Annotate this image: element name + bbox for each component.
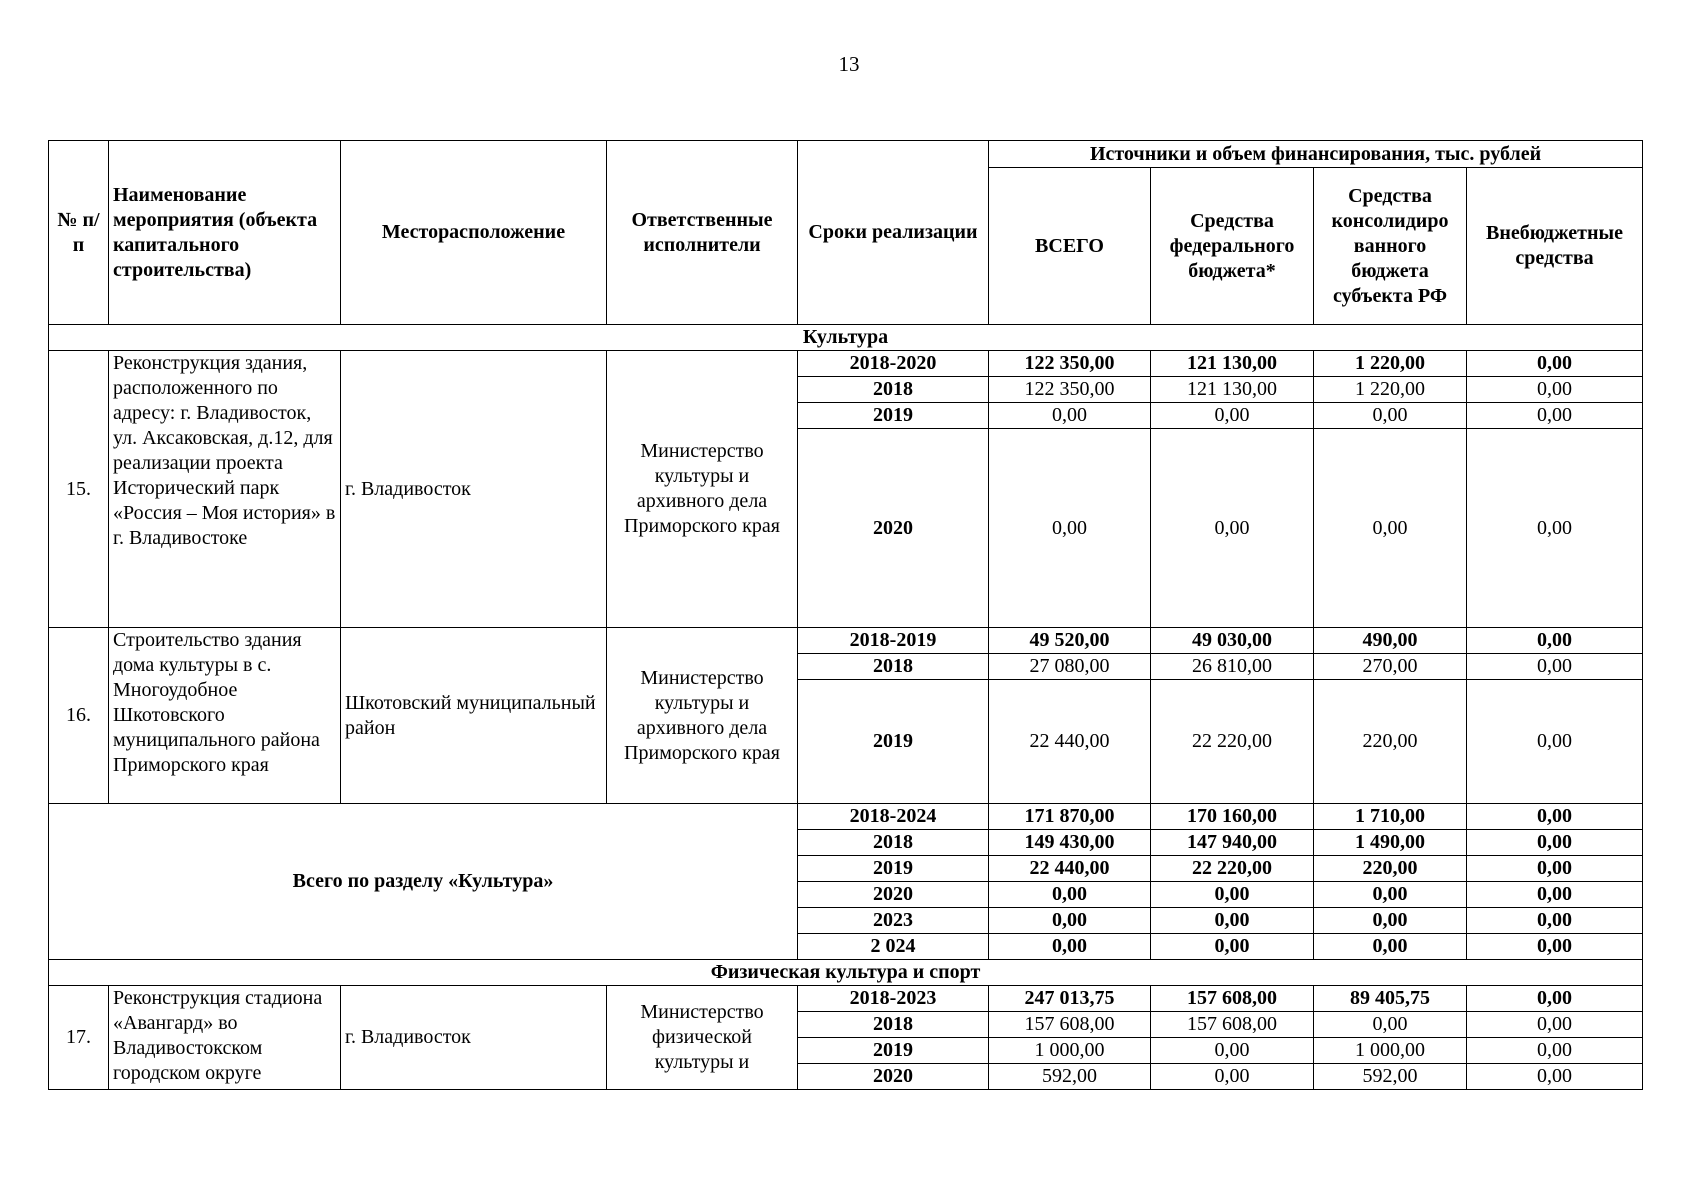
header-funding-group: Источники и объем финансирования, тыс. рублей xyxy=(989,141,1643,168)
header-period: Сроки реализации xyxy=(798,141,989,325)
cell-total: 0,00 xyxy=(989,403,1151,429)
item-location: г. Владивосток xyxy=(341,986,607,1090)
item-name: Реконструкция здания, расположенного по адресу: г. Владивосток, ул. Аксаковская, д.12, для реализации проекта Исторический парк «Россия – Моя история» в г. Владивостоке xyxy=(109,351,341,628)
section-title-sport: Физическая культура и спорт xyxy=(49,960,1643,986)
cell-federal: 121 130,00 xyxy=(1151,351,1314,377)
cell-total: 0,00 xyxy=(989,908,1151,934)
cell-federal: 0,00 xyxy=(1151,429,1314,628)
cell-total: 0,00 xyxy=(989,934,1151,960)
cell-total: 1 000,00 xyxy=(989,1038,1151,1064)
cell-period: 2018-2019 xyxy=(798,628,989,654)
cell-period: 2 024 xyxy=(798,934,989,960)
cell-period: 2018 xyxy=(798,377,989,403)
cell-total: 0,00 xyxy=(989,429,1151,628)
cell-total: 171 870,00 xyxy=(989,804,1151,830)
cell-regional: 592,00 xyxy=(1314,1064,1467,1090)
cell-period: 2019 xyxy=(798,856,989,882)
header-regional: Средства консолидиро ванного бюджета субъекта РФ xyxy=(1314,168,1467,325)
cell-regional: 1 000,00 xyxy=(1314,1038,1467,1064)
table-row xyxy=(49,628,1643,654)
page-number: 13 xyxy=(838,52,860,76)
cell-regional: 220,00 xyxy=(1314,680,1467,804)
cell-extra: 0,00 xyxy=(1467,1038,1643,1064)
cell-federal: 22 220,00 xyxy=(1151,856,1314,882)
header-federal: Средства федерального бюджета* xyxy=(1151,168,1314,325)
cell-extra: 0,00 xyxy=(1467,804,1643,830)
item-name: Строительство здания дома культуры в с. Многоудобное Шкотовского муниципального района Приморского края xyxy=(109,628,341,804)
cell-total: 22 440,00 xyxy=(989,856,1151,882)
item-name: Реконструкция стадиона «Авангард» во Владивостокском городском округе xyxy=(109,986,341,1090)
cell-total: 149 430,00 xyxy=(989,830,1151,856)
culture-total-label: Всего по разделу «Культура» xyxy=(49,804,798,960)
cell-federal: 0,00 xyxy=(1151,1064,1314,1090)
cell-regional: 0,00 xyxy=(1314,403,1467,429)
cell-total: 22 440,00 xyxy=(989,680,1151,804)
cell-regional: 0,00 xyxy=(1314,934,1467,960)
header-extra: Внебюджетные средства xyxy=(1467,168,1643,325)
cell-regional: 1 710,00 xyxy=(1314,804,1467,830)
cell-regional: 0,00 xyxy=(1314,429,1467,628)
table-row xyxy=(49,986,1643,1012)
cell-extra: 0,00 xyxy=(1467,680,1643,804)
cell-period: 2018 xyxy=(798,830,989,856)
cell-extra: 0,00 xyxy=(1467,908,1643,934)
header-row-1 xyxy=(49,141,1643,168)
cell-period: 2018-2020 xyxy=(798,351,989,377)
item-location: Шкотовский муниципальный район xyxy=(341,628,607,804)
section-title-culture: Культура xyxy=(49,325,1643,351)
cell-period: 2020 xyxy=(798,429,989,628)
cell-extra: 0,00 xyxy=(1467,377,1643,403)
header-location: Месторасположение xyxy=(341,141,607,325)
cell-federal: 26 810,00 xyxy=(1151,654,1314,680)
cell-period: 2018-2024 xyxy=(798,804,989,830)
cell-regional: 89 405,75 xyxy=(1314,986,1467,1012)
cell-extra: 0,00 xyxy=(1467,1012,1643,1038)
cell-total: 49 520,00 xyxy=(989,628,1151,654)
header-num: № п/п xyxy=(49,141,109,325)
cell-extra: 0,00 xyxy=(1467,403,1643,429)
cell-federal: 0,00 xyxy=(1151,908,1314,934)
cell-period: 2019 xyxy=(798,680,989,804)
cell-extra: 0,00 xyxy=(1467,1064,1643,1090)
item-number: 16. xyxy=(49,628,109,804)
cell-period: 2020 xyxy=(798,882,989,908)
cell-period: 2019 xyxy=(798,1038,989,1064)
table-row xyxy=(49,804,1643,830)
cell-total: 27 080,00 xyxy=(989,654,1151,680)
cell-total: 0,00 xyxy=(989,882,1151,908)
cell-federal: 0,00 xyxy=(1151,934,1314,960)
section-row-sport xyxy=(49,960,1643,986)
cell-extra: 0,00 xyxy=(1467,882,1643,908)
cell-regional: 1 220,00 xyxy=(1314,351,1467,377)
cell-regional: 0,00 xyxy=(1314,1012,1467,1038)
item-location: г. Владивосток xyxy=(341,351,607,628)
cell-regional: 0,00 xyxy=(1314,882,1467,908)
section-row-culture xyxy=(49,325,1643,351)
cell-extra: 0,00 xyxy=(1467,429,1643,628)
cell-period: 2018 xyxy=(798,1012,989,1038)
header-name: Наименование мероприятия (объекта капитального строительства) xyxy=(109,141,341,325)
header-total: ВСЕГО xyxy=(989,168,1151,325)
cell-federal: 147 940,00 xyxy=(1151,830,1314,856)
cell-extra: 0,00 xyxy=(1467,856,1643,882)
cell-federal: 170 160,00 xyxy=(1151,804,1314,830)
item-number: 15. xyxy=(49,351,109,628)
cell-extra: 0,00 xyxy=(1467,934,1643,960)
item-responsible: Министерство физической культуры и xyxy=(607,986,798,1090)
cell-extra: 0,00 xyxy=(1467,986,1643,1012)
cell-regional: 0,00 xyxy=(1314,908,1467,934)
cell-total: 592,00 xyxy=(989,1064,1151,1090)
cell-period: 2023 xyxy=(798,908,989,934)
item-responsible: Министерство культуры и архивного дела Приморского края xyxy=(607,628,798,804)
cell-federal: 157 608,00 xyxy=(1151,1012,1314,1038)
cell-regional: 1 490,00 xyxy=(1314,830,1467,856)
item-responsible: Министерство культуры и архивного дела Приморского края xyxy=(607,351,798,628)
header-responsible: Ответственные исполнители xyxy=(607,141,798,325)
cell-period: 2020 xyxy=(798,1064,989,1090)
cell-federal: 0,00 xyxy=(1151,1038,1314,1064)
cell-federal: 121 130,00 xyxy=(1151,377,1314,403)
financing-table xyxy=(48,140,1643,1090)
cell-regional: 270,00 xyxy=(1314,654,1467,680)
cell-federal: 49 030,00 xyxy=(1151,628,1314,654)
cell-total: 122 350,00 xyxy=(989,377,1151,403)
cell-regional: 490,00 xyxy=(1314,628,1467,654)
cell-period: 2019 xyxy=(798,403,989,429)
cell-regional: 220,00 xyxy=(1314,856,1467,882)
cell-total: 247 013,75 xyxy=(989,986,1151,1012)
cell-total: 157 608,00 xyxy=(989,1012,1151,1038)
cell-federal: 0,00 xyxy=(1151,882,1314,908)
cell-total: 122 350,00 xyxy=(989,351,1151,377)
cell-federal: 0,00 xyxy=(1151,403,1314,429)
cell-extra: 0,00 xyxy=(1467,830,1643,856)
cell-regional: 1 220,00 xyxy=(1314,377,1467,403)
table-row xyxy=(49,351,1643,377)
cell-extra: 0,00 xyxy=(1467,351,1643,377)
cell-federal: 22 220,00 xyxy=(1151,680,1314,804)
cell-period: 2018-2023 xyxy=(798,986,989,1012)
cell-extra: 0,00 xyxy=(1467,628,1643,654)
item-number: 17. xyxy=(49,986,109,1090)
cell-federal: 157 608,00 xyxy=(1151,986,1314,1012)
cell-extra: 0,00 xyxy=(1467,654,1643,680)
cell-period: 2018 xyxy=(798,654,989,680)
